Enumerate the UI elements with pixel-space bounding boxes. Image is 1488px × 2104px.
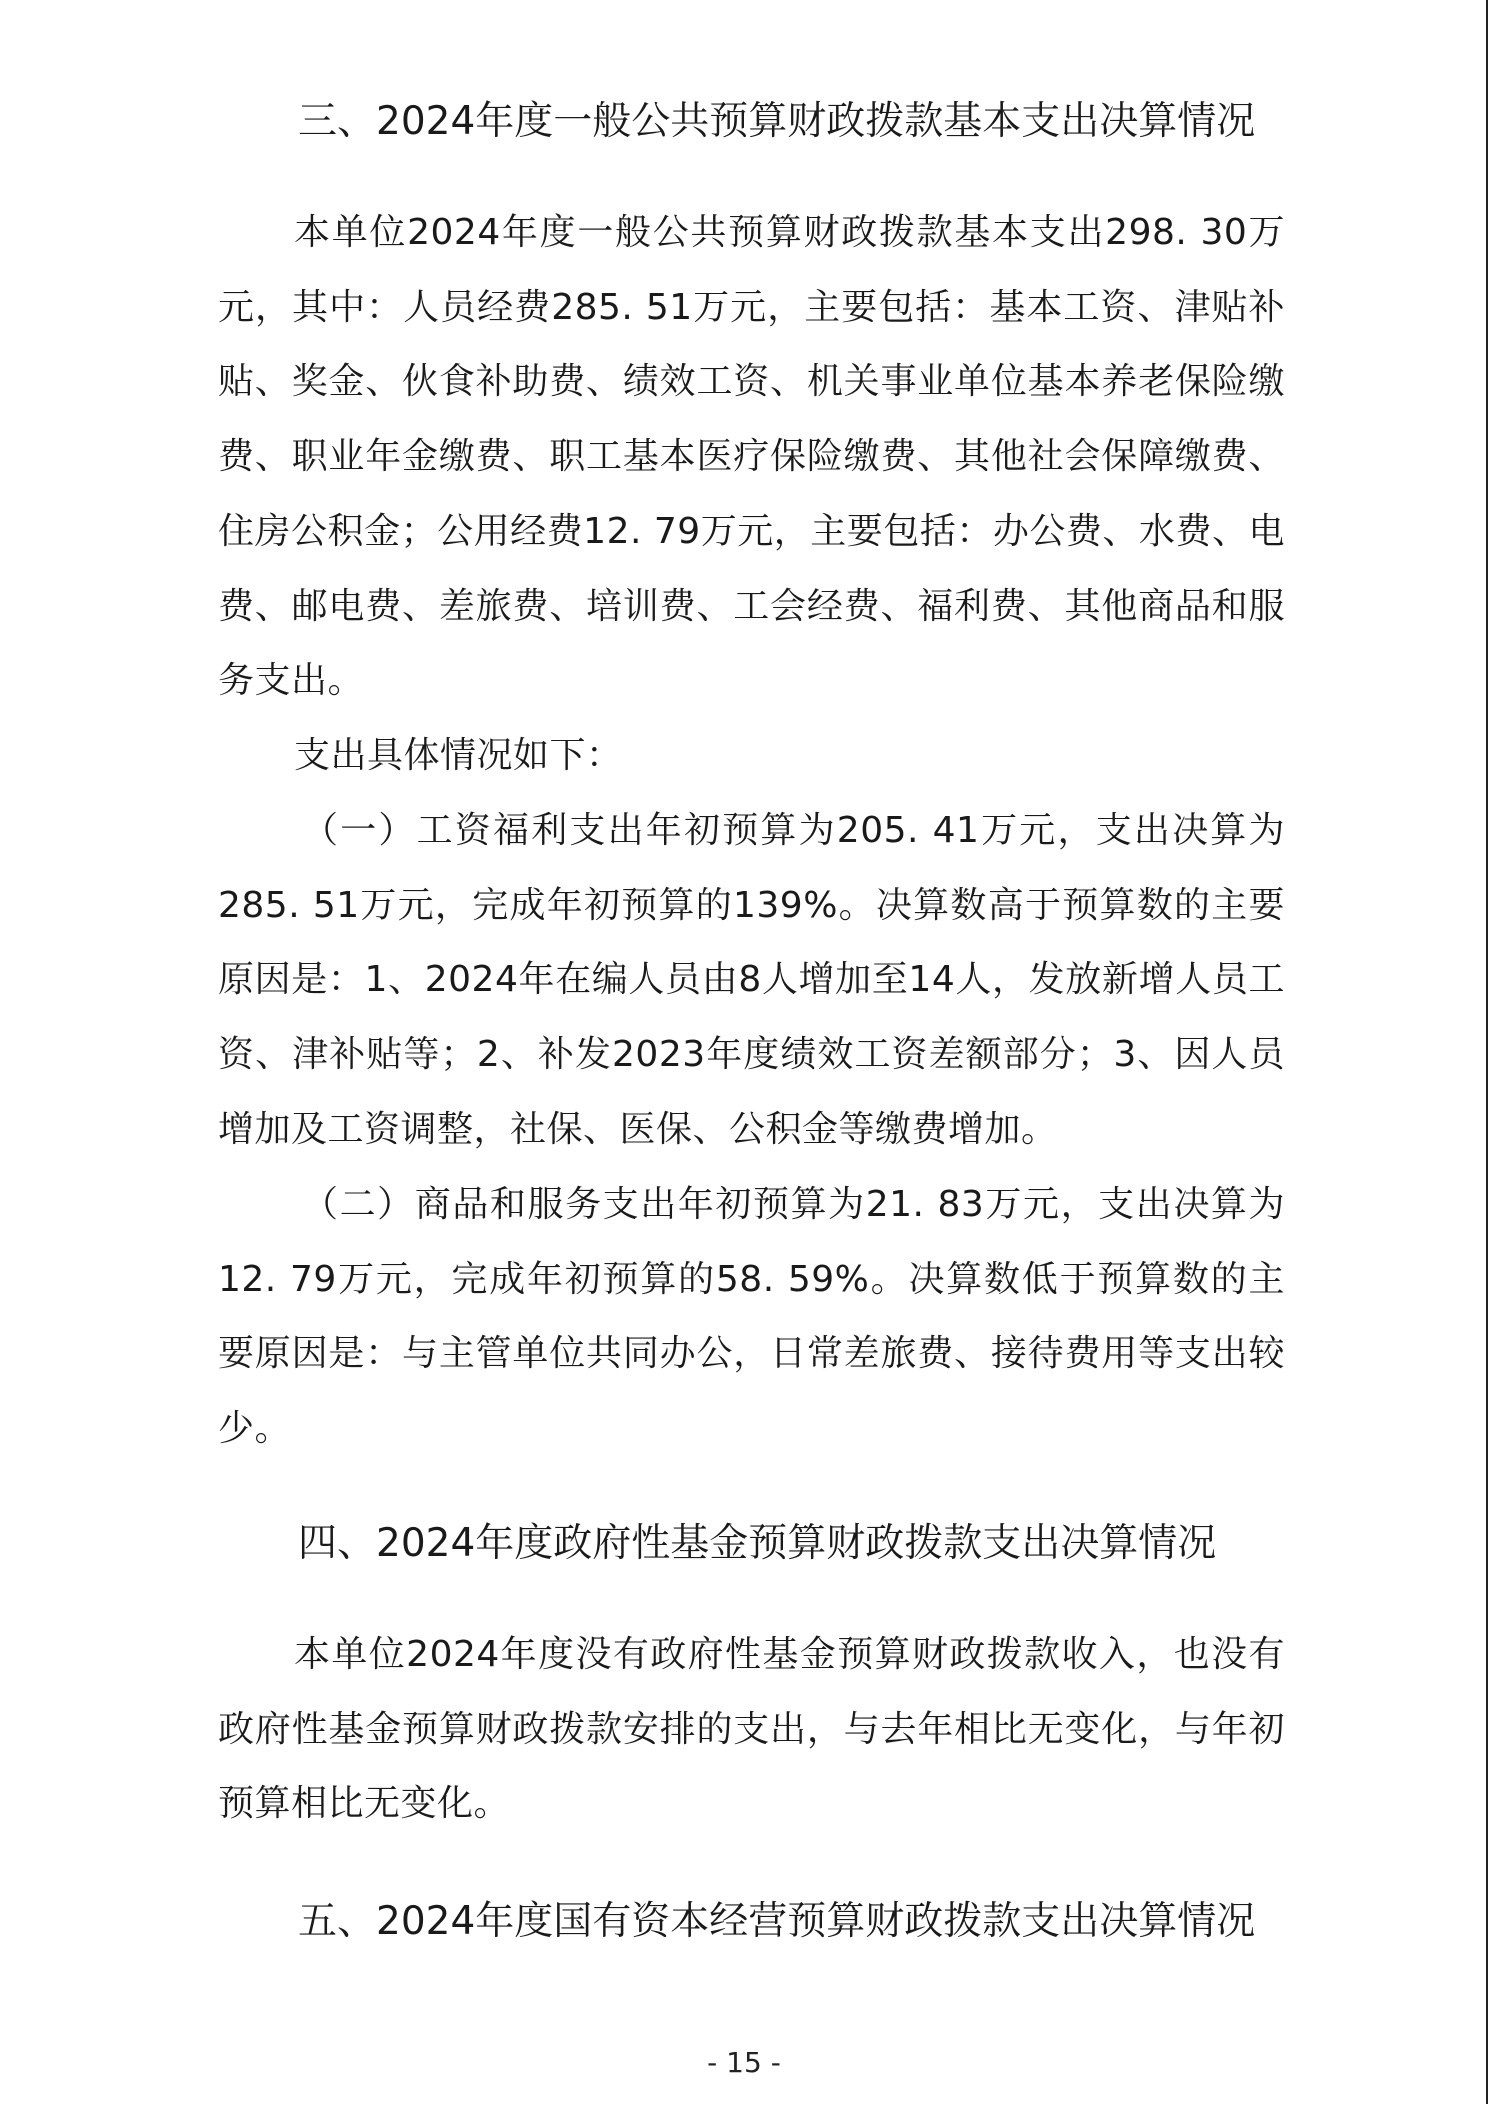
section-3-paragraph: 本单位2024年度一般公共预算财政拨款基本支出298. 30万元，其中：人员经费285. 51万元，主要包括：基本工资、津贴补贴、奖金、伙食补助费、绩效工资、机关事业单位基本养老保险缴费、职业年金缴费、职工基本医疗保险缴费、其他社会保障缴费、住房公积金；公用经费12. 79万元，主要包括：办公费、水费、电费、邮电费、差旅费、培训费、工会经费、福利费、其他商品和服务支出。 bbox=[218, 212, 1285, 702]
section-4-heading: 四、2024年度政府性基金预算财政拨款支出决算情况 bbox=[298, 1521, 1217, 1566]
section-4-paragraph: 本单位2024年度没有政府性基金预算财政拨款收入，也没有政府性基金预算财政拨款安排的支出，与去年相比无变化，与年初预算相比无变化。 bbox=[218, 1634, 1285, 1825]
goods-services-expenditure-paragraph: （二）商品和服务支出年初预算为21. 83万元，支出决算为12. 79万元，完成年初预算的58. 59%。决算数低于预算数的主要原因是：与主管单位共同办公，日常差旅费、接待费用等支出较少。 bbox=[218, 1184, 1285, 1450]
detail-intro-text: 支出具体情况如下： bbox=[294, 735, 623, 776]
wage-welfare-expenditure-paragraph: （一）工资福利支出年初预算为205. 41万元，支出决算为285. 51万元，完成年初预算的139%。决算数高于预算数的主要原因是：1、2024年在编人员由8人增加至14人，发放新增人员工资、津补贴等；2、补发2023年度绩效工资差额部分；3、因人员增加及工资调整，社保、医保、公积金等缴费增加。 bbox=[218, 810, 1285, 1150]
section-5-heading: 五、2024年度国有资本经营预算财政拨款支出决算情况 bbox=[298, 1899, 1256, 1944]
section-3-heading: 三、2024年度一般公共预算财政拨款基本支出决算情况 bbox=[298, 99, 1256, 144]
page-number: - 15 - bbox=[707, 2046, 781, 2079]
